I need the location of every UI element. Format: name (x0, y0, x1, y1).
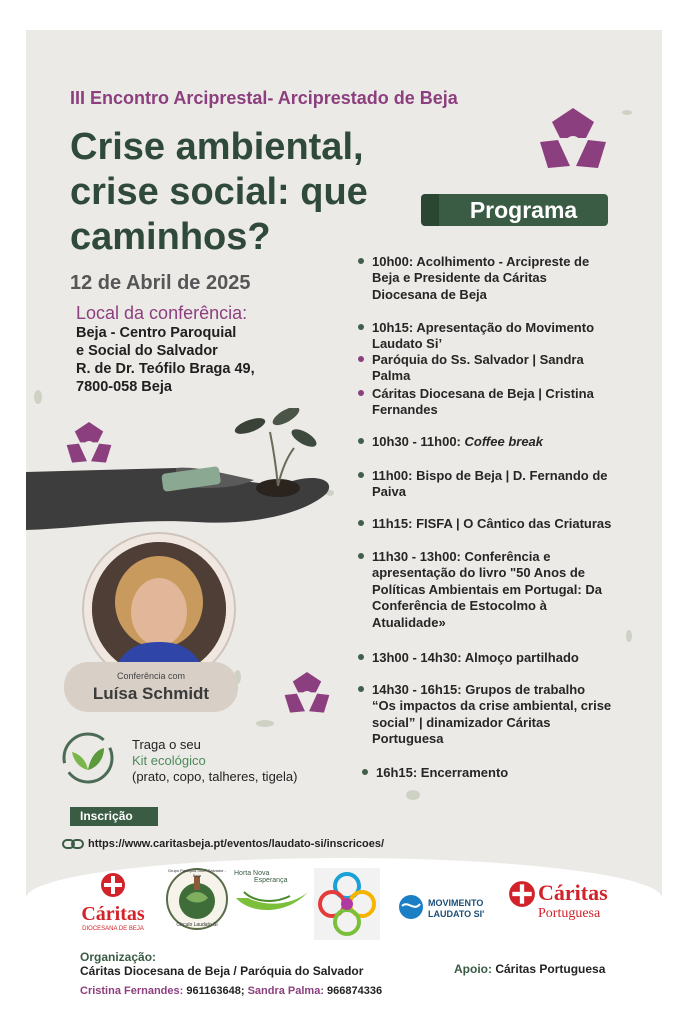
schedule-item (372, 434, 632, 450)
paper-speck (626, 630, 632, 642)
schedule-item (372, 650, 632, 666)
caritas-cross-icon (508, 880, 536, 908)
registration-link[interactable]: https://www.caritasbeja.pt/eventos/laudato-si/inscricoes/ (88, 838, 385, 850)
contact-name: Cristina Fernandes: (80, 985, 184, 997)
schedule-line: Beja e Presidente da Cáritas (372, 270, 547, 286)
recycle-icon (284, 672, 330, 714)
inscricao-label: Inscrição (70, 807, 158, 826)
schedule-item (372, 682, 632, 748)
logo-text: Cáritas (81, 903, 145, 925)
schedule-line: 10h15: Apresentação do Movimento (372, 320, 595, 335)
caritas-beja-logo (76, 872, 150, 932)
kit-line: Traga o seu (132, 737, 201, 752)
schedule-item (372, 468, 632, 501)
schedule-line: 11h00: Bispo de Beja | D. Fernando de (372, 468, 608, 483)
speaker-card (64, 662, 238, 712)
globe-icon (398, 894, 424, 920)
schedule-line: Palma (372, 368, 411, 384)
schedule-line: 14h30 - 16h15: Grupos de trabalho (372, 682, 586, 697)
cross-symbol-logo (314, 868, 380, 940)
page-title (70, 125, 410, 260)
schedule-item (372, 352, 632, 385)
grupo-paroquia-logo (166, 868, 228, 930)
schedule-line (372, 434, 632, 450)
bullet (358, 553, 364, 559)
schedule-time: 10h30 - 11h00: (372, 434, 465, 449)
bullet (358, 472, 364, 478)
bullet (358, 258, 364, 264)
schedule-item (372, 386, 632, 419)
horta-nova-logo (234, 870, 314, 923)
schedule-line: Laudato Si’ (372, 336, 443, 352)
schedule-line: Cáritas Diocesana de Beja | Cristina (372, 386, 594, 401)
schedule-italic: Coffee break (464, 434, 544, 449)
schedule-line: social” | dinamizador Cáritas (372, 714, 551, 730)
schedule-item (372, 320, 632, 353)
logo-text: Horta Nova (234, 870, 270, 877)
hands-leaf-icon (234, 884, 310, 918)
kit-line: Kit ecológico (132, 753, 206, 768)
schedule-line: Atualidade» (372, 614, 446, 630)
programa-label: Programa (421, 194, 608, 226)
schedule-item (372, 516, 632, 532)
schedule-line: Paróquia do Ss. Salvador | Sandra (372, 352, 584, 367)
link-icon (62, 838, 84, 850)
paper-speck (622, 110, 632, 115)
logo-subtext: Esperança (254, 877, 288, 884)
schedule-line: apresentação do livro "50 Anos de (372, 565, 586, 581)
schedule-item (372, 549, 632, 631)
title-line: Crise ambiental, (70, 126, 364, 168)
organizacao-heading: Organização: (80, 950, 157, 964)
location-line: 7800-058 Beja (76, 379, 172, 395)
contact-phone: 961163648; (186, 985, 245, 997)
location-line: e Social do Salvador (76, 343, 218, 359)
recycle-icon (540, 108, 606, 170)
bullet (358, 686, 364, 692)
eco-kit-icon (60, 730, 116, 786)
bullet (358, 356, 364, 362)
event-date: 12 de Abril de 2025 (70, 272, 251, 294)
location-line: Beja - Centro Paroquial (76, 325, 237, 341)
contacts-line (80, 985, 382, 997)
hand-sprout-image (26, 408, 338, 538)
bullet (358, 438, 364, 444)
logo-subtext: DIOCESANA DE BEJA (82, 926, 144, 932)
schedule-line: Conferência de Estocolmo à (372, 598, 547, 614)
kit-line: (prato, copo, talheres, tigela) (132, 769, 298, 784)
schedule-line: 11h30 - 13h00: Conferência e (372, 549, 551, 564)
schedule-line: Paiva (372, 484, 406, 500)
apoio-label: Apoio: (454, 962, 492, 976)
title-line: caminhos? (70, 216, 271, 258)
logo-text: Cáritas (538, 880, 608, 905)
bullet (358, 654, 364, 660)
schedule-line: “Os impactos da crise ambiental, crise (372, 698, 612, 714)
schedule-line: 11h15: FISFA | O Cântico das Criaturas (372, 516, 612, 531)
title-line: crise social: que (70, 171, 368, 213)
organizacao-text: Cáritas Diocesana de Beja / Paróquia do Salvador (80, 964, 364, 978)
contact-phone: 966874336 (327, 985, 383, 997)
apoio-text: Cáritas Portuguesa (495, 962, 606, 976)
schedule-item (376, 765, 636, 781)
schedule-line: 10h00: Acolhimento - Arcipreste de (372, 254, 590, 269)
schedule-line: Fernandes (372, 402, 438, 418)
location-line: R. de Dr. Teófilo Braga 49, (76, 361, 255, 377)
logo-subtext: Portuguesa (538, 906, 601, 921)
schedule-line: Políticas Ambientais em Portugal: Da (372, 581, 602, 597)
caritas-cross-icon (100, 872, 126, 898)
logo-text: MOVIMENTO (428, 898, 484, 908)
paper-speck (256, 720, 274, 727)
colorful-knot-icon (314, 868, 380, 940)
contact-name: Sandra Palma: (247, 985, 324, 997)
eco-kit-text (132, 737, 297, 785)
paper-speck (34, 390, 42, 404)
bullet (358, 324, 364, 330)
bullet (358, 520, 364, 526)
paper-speck (406, 790, 420, 800)
logo-subtext: Círculo Laudato Si (176, 922, 218, 928)
schedule-line: 13h00 - 14h30: Almoço partilhado (372, 650, 579, 665)
bullet (362, 769, 368, 775)
schedule-line: Diocesana de Beja (372, 286, 487, 302)
event-subtitle: III Encontro Arciprestal- Arciprestado de Beja (70, 88, 458, 108)
bullet (358, 390, 364, 396)
location-heading: Local da conferência: (76, 303, 248, 323)
schedule-line: 16h15: Encerramento (376, 765, 509, 780)
speaker-label: Conferência com (116, 671, 186, 681)
apoio-line (454, 962, 605, 976)
logo-subtext: LAUDATO SI' (428, 909, 485, 919)
speaker-name: Luísa Schmidt (92, 684, 210, 703)
poster (26, 30, 662, 1000)
logo-text: Grupo Paróquia Ssmº Salvador - Beja (167, 868, 227, 878)
schedule-item (372, 254, 632, 303)
schedule-line: Portuguesa (372, 731, 444, 747)
